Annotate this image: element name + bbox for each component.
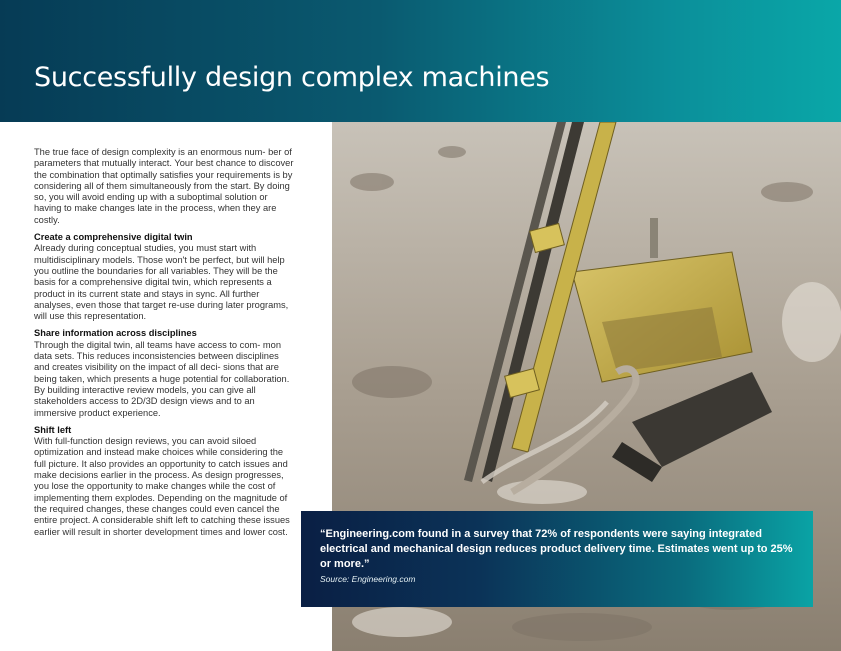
section-text-digital-twin: Already during conceptual studies, you must start with multidisciplinary models. Those won't be perfect, but will help you outline the boundaries for all variables. They will be the basis for a comprehensive digital twin, which represents a product in its current state and stays in sync. All further analyses, even those that target re-use during later programs, will use this representation.	[34, 243, 289, 322]
section-heading-shift-left: Shift left	[34, 424, 72, 435]
pull-quote-box	[301, 511, 813, 607]
section-heading-digital-twin: Create a comprehensive digital twin	[34, 232, 193, 243]
section-text-share-information: Through the digital twin, all teams have access to com- mon data sets. This reduces inconsistencies between disciplines and creates visibility on the impact of all deci- sions that are being taken, which presents a huge potential for collaboration. By building interactive review models, you can give all stakeholders access to 2D/3D design views and to an immersive product experience.	[34, 339, 290, 418]
pull-quote-text: “Engineering.com found in a survey that 72% of respondents were saying integrated electrical and mechanical design reduces product delivery time. Estimates went up to 25% or more.”	[320, 528, 793, 570]
intro-paragraph: The true face of design complexity is an enormous num- ber of parameters that mutually interact. Your best chance to discover the combination that optimally satisfies your requirements is by considering all of them simultaneously from the start. By doing so, you will avoid ending up with a suboptimal solution or having to make changes late in the process, when they are costly.	[34, 147, 294, 225]
section-text-shift-left: With full-function design reviews, you can avoid siloed optimization and instead make choices while considering the full picture. It also provides an opportunity to catch issues and make decisions earlier in the process. As design progresses, you lose the opportunity to make changes while the cost of implementing them explodes. Depending on the magnitude of the required changes, these changes could even cancel the entire project. A considerable shift left to catching these issues earlier will result in shorter development times and lower cost.	[34, 436, 290, 537]
page-title: Successfully design complex machines	[34, 62, 550, 93]
page-header	[0, 0, 841, 122]
section-heading-share-information: Share information across disciplines	[34, 328, 197, 339]
pull-quote-source: Source: Engineering.com	[320, 574, 416, 584]
body-text-column	[34, 147, 296, 544]
